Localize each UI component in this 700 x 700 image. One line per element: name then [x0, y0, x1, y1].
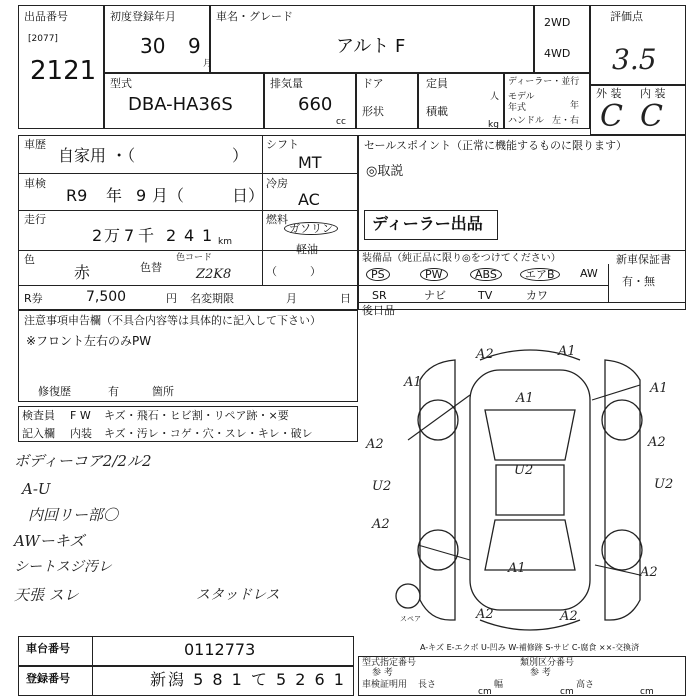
width-label: 幅	[494, 680, 504, 690]
mark-a1-right: A1	[650, 381, 668, 396]
shape-label: 形状	[362, 105, 384, 118]
mark-a2-top: A2	[476, 347, 494, 362]
shift-label: シフト	[266, 138, 299, 151]
notes-text: ※フロント左右のみPW	[26, 334, 152, 348]
mark-a2-left-top: A2	[366, 437, 384, 452]
mark-a2-center: U2	[514, 463, 534, 478]
grade-label: 評価点	[610, 10, 643, 23]
equip-label: 装備品（純正品に限り◎をつけてください）	[362, 253, 561, 264]
height-label: 高さ	[576, 680, 595, 690]
model-value: DBA-HA36S	[128, 94, 233, 115]
transfer-day: 日	[340, 292, 351, 305]
spec-label: 型式指定番号	[362, 658, 417, 668]
sales-label: セールスポイント（正常に機能するものに限ります）	[364, 139, 628, 152]
width-unit: cm	[560, 687, 574, 697]
ac-label: 冷房	[266, 177, 288, 190]
equip-sr: SR	[372, 289, 387, 302]
repair-label: 修復歴	[38, 385, 71, 398]
cap-label: 定員	[426, 77, 448, 90]
mark-u2-right: U2	[654, 477, 674, 492]
lot-label: 出品番号	[24, 10, 68, 23]
row-line-4	[18, 285, 358, 286]
inspector-row2-tag: 内装	[70, 427, 92, 440]
repair-value: 有	[108, 385, 119, 398]
hw-note-1: ボディーコア2/2ル2	[14, 452, 152, 470]
mileage-d1: 2	[92, 226, 103, 245]
ext-label: 外 装	[596, 87, 622, 100]
fuel-paren: （ ）	[266, 265, 321, 278]
history-value: 自家用 ・（	[58, 146, 136, 165]
inspection-year: R9	[66, 186, 88, 205]
reg-label: 初度登録年月	[110, 10, 176, 23]
recycle-value: 7,500	[86, 289, 127, 305]
color-code-label: 色コード	[176, 253, 213, 263]
spare-label: スペア	[400, 615, 421, 623]
warranty-value: 有・無	[622, 275, 655, 288]
dealer-handle: ハンドル	[508, 116, 545, 126]
mark-a2-bottom-r: A2	[560, 609, 578, 624]
plate-value: 新潟 5 8 1 て 5 2 6 1	[150, 670, 346, 689]
equip-pw: PW	[420, 268, 448, 281]
chassis-label: 車台番号	[26, 642, 70, 655]
mark-a1-left: A1	[404, 375, 422, 390]
drive-4wd: 4WD	[544, 47, 571, 60]
dealer-year: 年式	[508, 103, 527, 113]
len-unit: cm	[478, 687, 492, 697]
dealer-handle-value: 左・右	[552, 116, 580, 126]
equip-abs: ABS	[470, 268, 502, 281]
warranty-label: 新車保証書	[616, 253, 671, 266]
cap-unit: 人	[490, 92, 500, 102]
ac-value: AC	[298, 190, 320, 209]
equip-line	[358, 250, 686, 251]
mileage-u2: 千	[138, 226, 155, 245]
name-label: 車名・グレード	[216, 10, 293, 23]
mileage-d3: 2	[166, 226, 177, 245]
history-label: 車歴	[24, 138, 46, 151]
mileage-d4: 4	[184, 226, 195, 245]
transfer-label: 名変期限	[190, 292, 234, 305]
equip-leather: カワ	[526, 289, 548, 302]
dealer-model: モデル	[508, 92, 535, 102]
dealer-year-unit: 年	[570, 101, 580, 111]
load-unit: kg	[488, 120, 499, 130]
inspection-day-unit: 日）	[232, 186, 265, 205]
damage-legend: A-キズ E-エクボ U-凹み W-補修跡 S-サビ C-腐食 ××-交換済	[420, 643, 640, 652]
hw-note-5: シートスジ汚レ	[14, 559, 112, 575]
len-label: 長さ	[418, 680, 437, 690]
mileage-label: 走行	[24, 213, 46, 226]
fuel-gasoline: ガソリン	[284, 222, 338, 235]
grade-value: 3.5	[612, 43, 657, 76]
color-code-value: Z2K8	[196, 267, 232, 282]
inspector-row2: キズ・汚レ・コゲ・穴・スレ・キレ・破レ	[104, 427, 313, 440]
class-ref: 参 考	[530, 668, 551, 678]
equip-aw: AW	[580, 267, 598, 280]
inspection-month: 9	[136, 186, 147, 205]
load-label: 積載	[426, 105, 448, 118]
recycle-label: R券	[24, 292, 43, 305]
reg-month-unit: 月	[203, 59, 213, 69]
inspection-label: 車検	[24, 177, 46, 190]
recycle-unit: 円	[166, 292, 177, 305]
mark-a2-right: A2	[648, 435, 666, 450]
mark-a1-rear: A1	[508, 561, 526, 576]
int-value: C	[640, 99, 663, 134]
warranty-divider	[608, 264, 609, 302]
car-name: アルト F	[336, 36, 406, 57]
hw-note-7: スタッドレス	[196, 587, 280, 603]
disp-label: 排気量	[270, 77, 303, 90]
mileage-d5: 1	[202, 226, 213, 245]
door-label: ドア	[362, 77, 384, 90]
equip-row-line	[358, 285, 608, 286]
mileage-d2: 7	[124, 226, 135, 245]
plate-label: 登録番号	[26, 672, 70, 685]
fuel-diesel: 軽油	[296, 243, 318, 256]
dealer-label: ディーラー・並行	[508, 77, 580, 87]
height-unit: cm	[640, 687, 654, 697]
hw-note-2: A-U	[22, 480, 51, 498]
row-line-2	[18, 210, 358, 211]
equip-ps: PS	[366, 268, 390, 281]
row-line-1	[18, 173, 358, 174]
repair-place: 箇所	[152, 385, 174, 398]
equip-airbag: エアB	[520, 268, 560, 281]
mark-a1-top: A1	[558, 344, 576, 359]
hw-note-6: 天張 スレ	[14, 586, 79, 604]
lot-number: 2121	[30, 56, 97, 86]
notes-label: 注意事項申告欄（不具合内容等は具体的に記入して下さい）	[24, 314, 321, 327]
mark-a2-lower: A2	[372, 517, 390, 532]
hw-note-4: AWーキズ	[14, 532, 85, 550]
equip-tv: TV	[478, 289, 493, 302]
spec-ref: 参 考	[372, 668, 393, 678]
reg-year: 30	[140, 34, 166, 58]
cert-label: 車検証明用	[362, 680, 408, 690]
mark-a2-rear: A2	[640, 565, 658, 580]
disp-value: 660	[298, 94, 333, 115]
mark-u2-left: U2	[372, 479, 392, 494]
drive-2wd: 2WD	[544, 16, 571, 29]
hw-note-3: 内回リー部〇	[28, 506, 119, 524]
class-label: 類別区分番号	[520, 658, 575, 668]
int-label: 内 装	[640, 87, 666, 100]
reg-month: 9	[188, 34, 201, 58]
mark-a2-bottom: A2	[476, 607, 494, 622]
mileage-u1: 万	[104, 226, 121, 245]
dealer-badge: ディーラー出品	[372, 214, 483, 233]
inspection-month-unit: 月（	[152, 186, 185, 205]
lot-code: [2077]	[28, 34, 58, 44]
mileage-unit: km	[218, 237, 232, 247]
later-label: 後日品	[362, 304, 395, 317]
disp-unit: cc	[336, 117, 346, 127]
sales-manual: ◎取説	[366, 164, 404, 179]
shift-value: MT	[298, 153, 322, 172]
color-value: 赤	[74, 263, 91, 282]
inspection-year-unit: 年	[106, 186, 123, 205]
inspector-row1-tag: F W	[70, 409, 91, 422]
fuel-label: 燃料	[266, 213, 288, 226]
later-line	[358, 302, 686, 303]
color-label: 色	[24, 253, 35, 266]
history-close: ）	[232, 146, 249, 165]
transfer-month: 月	[286, 292, 297, 305]
inspector-row1: キズ・飛石・ヒビ割・リペア跡・×要	[104, 409, 289, 422]
mark-a1-roof: A1	[516, 391, 534, 406]
chassis-value: 0112773	[184, 640, 256, 659]
model-label: 型式	[110, 77, 132, 90]
equip-navi: ナビ	[424, 289, 446, 302]
inspector-row2-label: 記入欄	[22, 427, 55, 440]
inspector-label: 検査員	[22, 409, 55, 422]
color-tone-label: 色替	[140, 261, 162, 274]
ext-value: C	[600, 99, 623, 134]
